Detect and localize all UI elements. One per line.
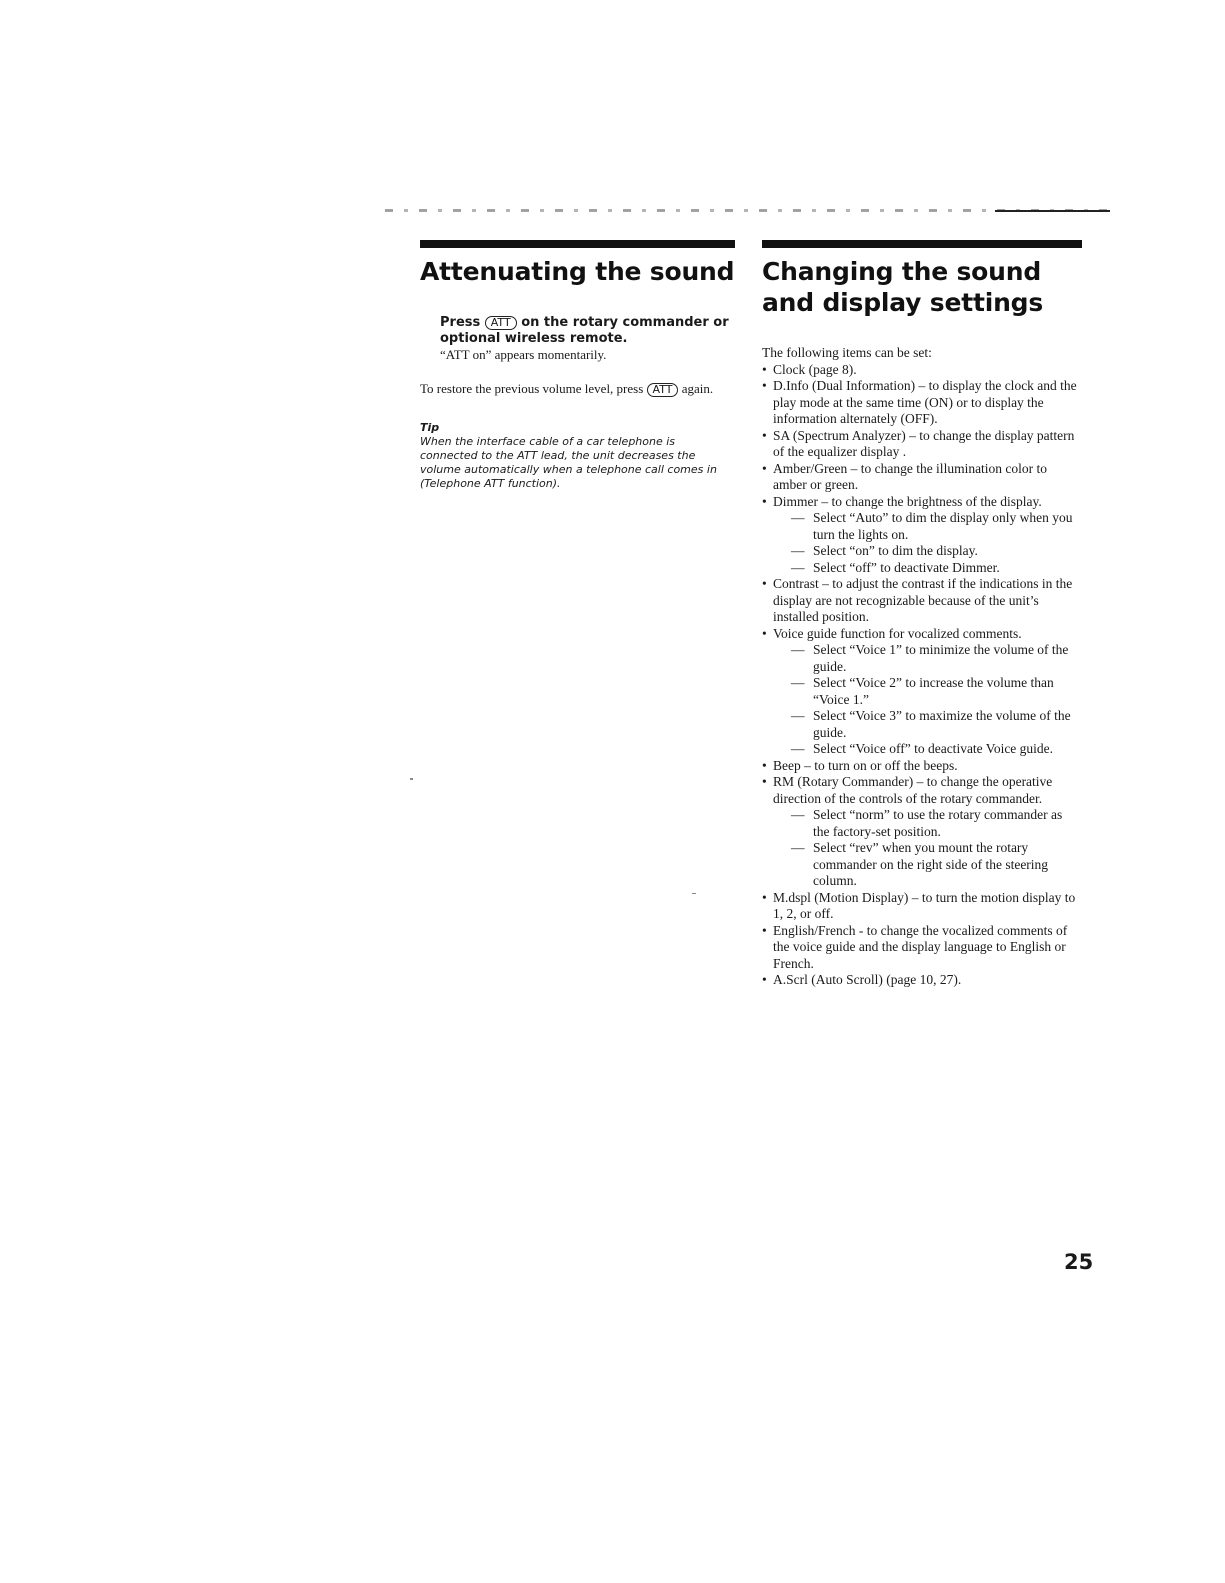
list-item: • English/French - to change the vocalized comments of the voice guide and the display language to English or French. (762, 923, 1082, 973)
list-item: • Contrast – to adjust the contrast if the indications in the display are not recognizable because of the unit’s installed position. (762, 576, 1082, 626)
sub-item: — Select “on” to dim the display. (791, 543, 1082, 560)
list-item-text: Voice guide function for vocalized comments. (773, 625, 1022, 641)
att-on-note: “ATT on” appears momentarily. (440, 347, 607, 362)
sub-item: — Select “rev” when you mount the rotary commander on the right side of the steering column. (791, 840, 1082, 890)
dimmer-options (773, 510, 1082, 576)
sub-item: — Select “Voice 1” to minimize the volume of the guide. (791, 642, 1082, 675)
list-item (762, 626, 1082, 758)
rm-options (773, 807, 1082, 890)
list-item (762, 774, 1082, 890)
restore-prefix: To restore the previous volume level, press (420, 381, 644, 396)
tip-text: When the interface cable of a car telephone is connected to the ATT lead, the unit decreases the volume automatically when a telephone call comes in (Telephone ATT function). (420, 435, 717, 490)
instruction-press: Press (440, 315, 481, 330)
section-settings (762, 240, 1082, 989)
sub-item: — Select “Voice 3” to maximize the volume of the guide. (791, 708, 1082, 741)
sub-item: — Select “Voice off” to deactivate Voice guide. (791, 741, 1082, 758)
list-item: • D.Info (Dual Information) – to display the clock and the play mode at the same time (ON) or to display the information alternately (OFF). (762, 378, 1082, 428)
list-item: • M.dspl (Motion Display) – to turn the motion display to 1, 2, or off. (762, 890, 1082, 923)
scan-speck (410, 778, 413, 780)
section-title: Attenuating the sound (420, 257, 735, 286)
voice-options (773, 642, 1082, 758)
sub-item: — Select “off” to deactivate Dimmer. (791, 560, 1082, 577)
tip-label: Tip (420, 421, 440, 434)
intro-text: The following items can be set: (762, 345, 932, 360)
sub-item: — Select “Auto” to dim the display only when you turn the lights on. (791, 510, 1082, 543)
restore-suffix: again. (681, 381, 714, 396)
list-item: • SA (Spectrum Analyzer) – to change the display pattern of the equalizer display . (762, 428, 1082, 461)
instruction (440, 315, 735, 347)
list-item: • Amber/Green – to change the illumination color to amber or green. (762, 461, 1082, 494)
scan-speck (692, 893, 696, 894)
section-title: Changing the sound and display settings (762, 257, 1044, 317)
att-key-icon: ATT (647, 383, 679, 397)
list-item: • Clock (page 8). (762, 362, 1082, 379)
att-key-icon: ATT (485, 316, 517, 330)
list-item: • Beep – to turn on or off the beeps. (762, 758, 1082, 775)
list-item-text: RM (Rotary Commander) – to change the operative direction of the controls of the rotary commander. (773, 774, 1053, 806)
list-item: • A.Scrl (Auto Scroll) (page 10, 27). (762, 972, 1082, 989)
list-item (762, 494, 1082, 577)
restore-text (420, 381, 735, 397)
settings-list (762, 362, 1082, 989)
scan-artifact-line-right (995, 210, 1110, 212)
sub-item: — Select “Voice 2” to increase the volume than “Voice 1.” (791, 675, 1082, 708)
sub-item: — Select “norm” to use the rotary commander as the factory-set position. (791, 807, 1082, 840)
instruction-rest: on the rotary commander or optional wireless remote. (440, 315, 729, 346)
section-rule (420, 240, 735, 248)
section-rule (762, 240, 1082, 248)
page-number: 25 (1064, 1250, 1094, 1274)
list-item-text: Dimmer – to change the brightness of the display. (773, 493, 1042, 509)
section-attenuating (420, 240, 735, 491)
